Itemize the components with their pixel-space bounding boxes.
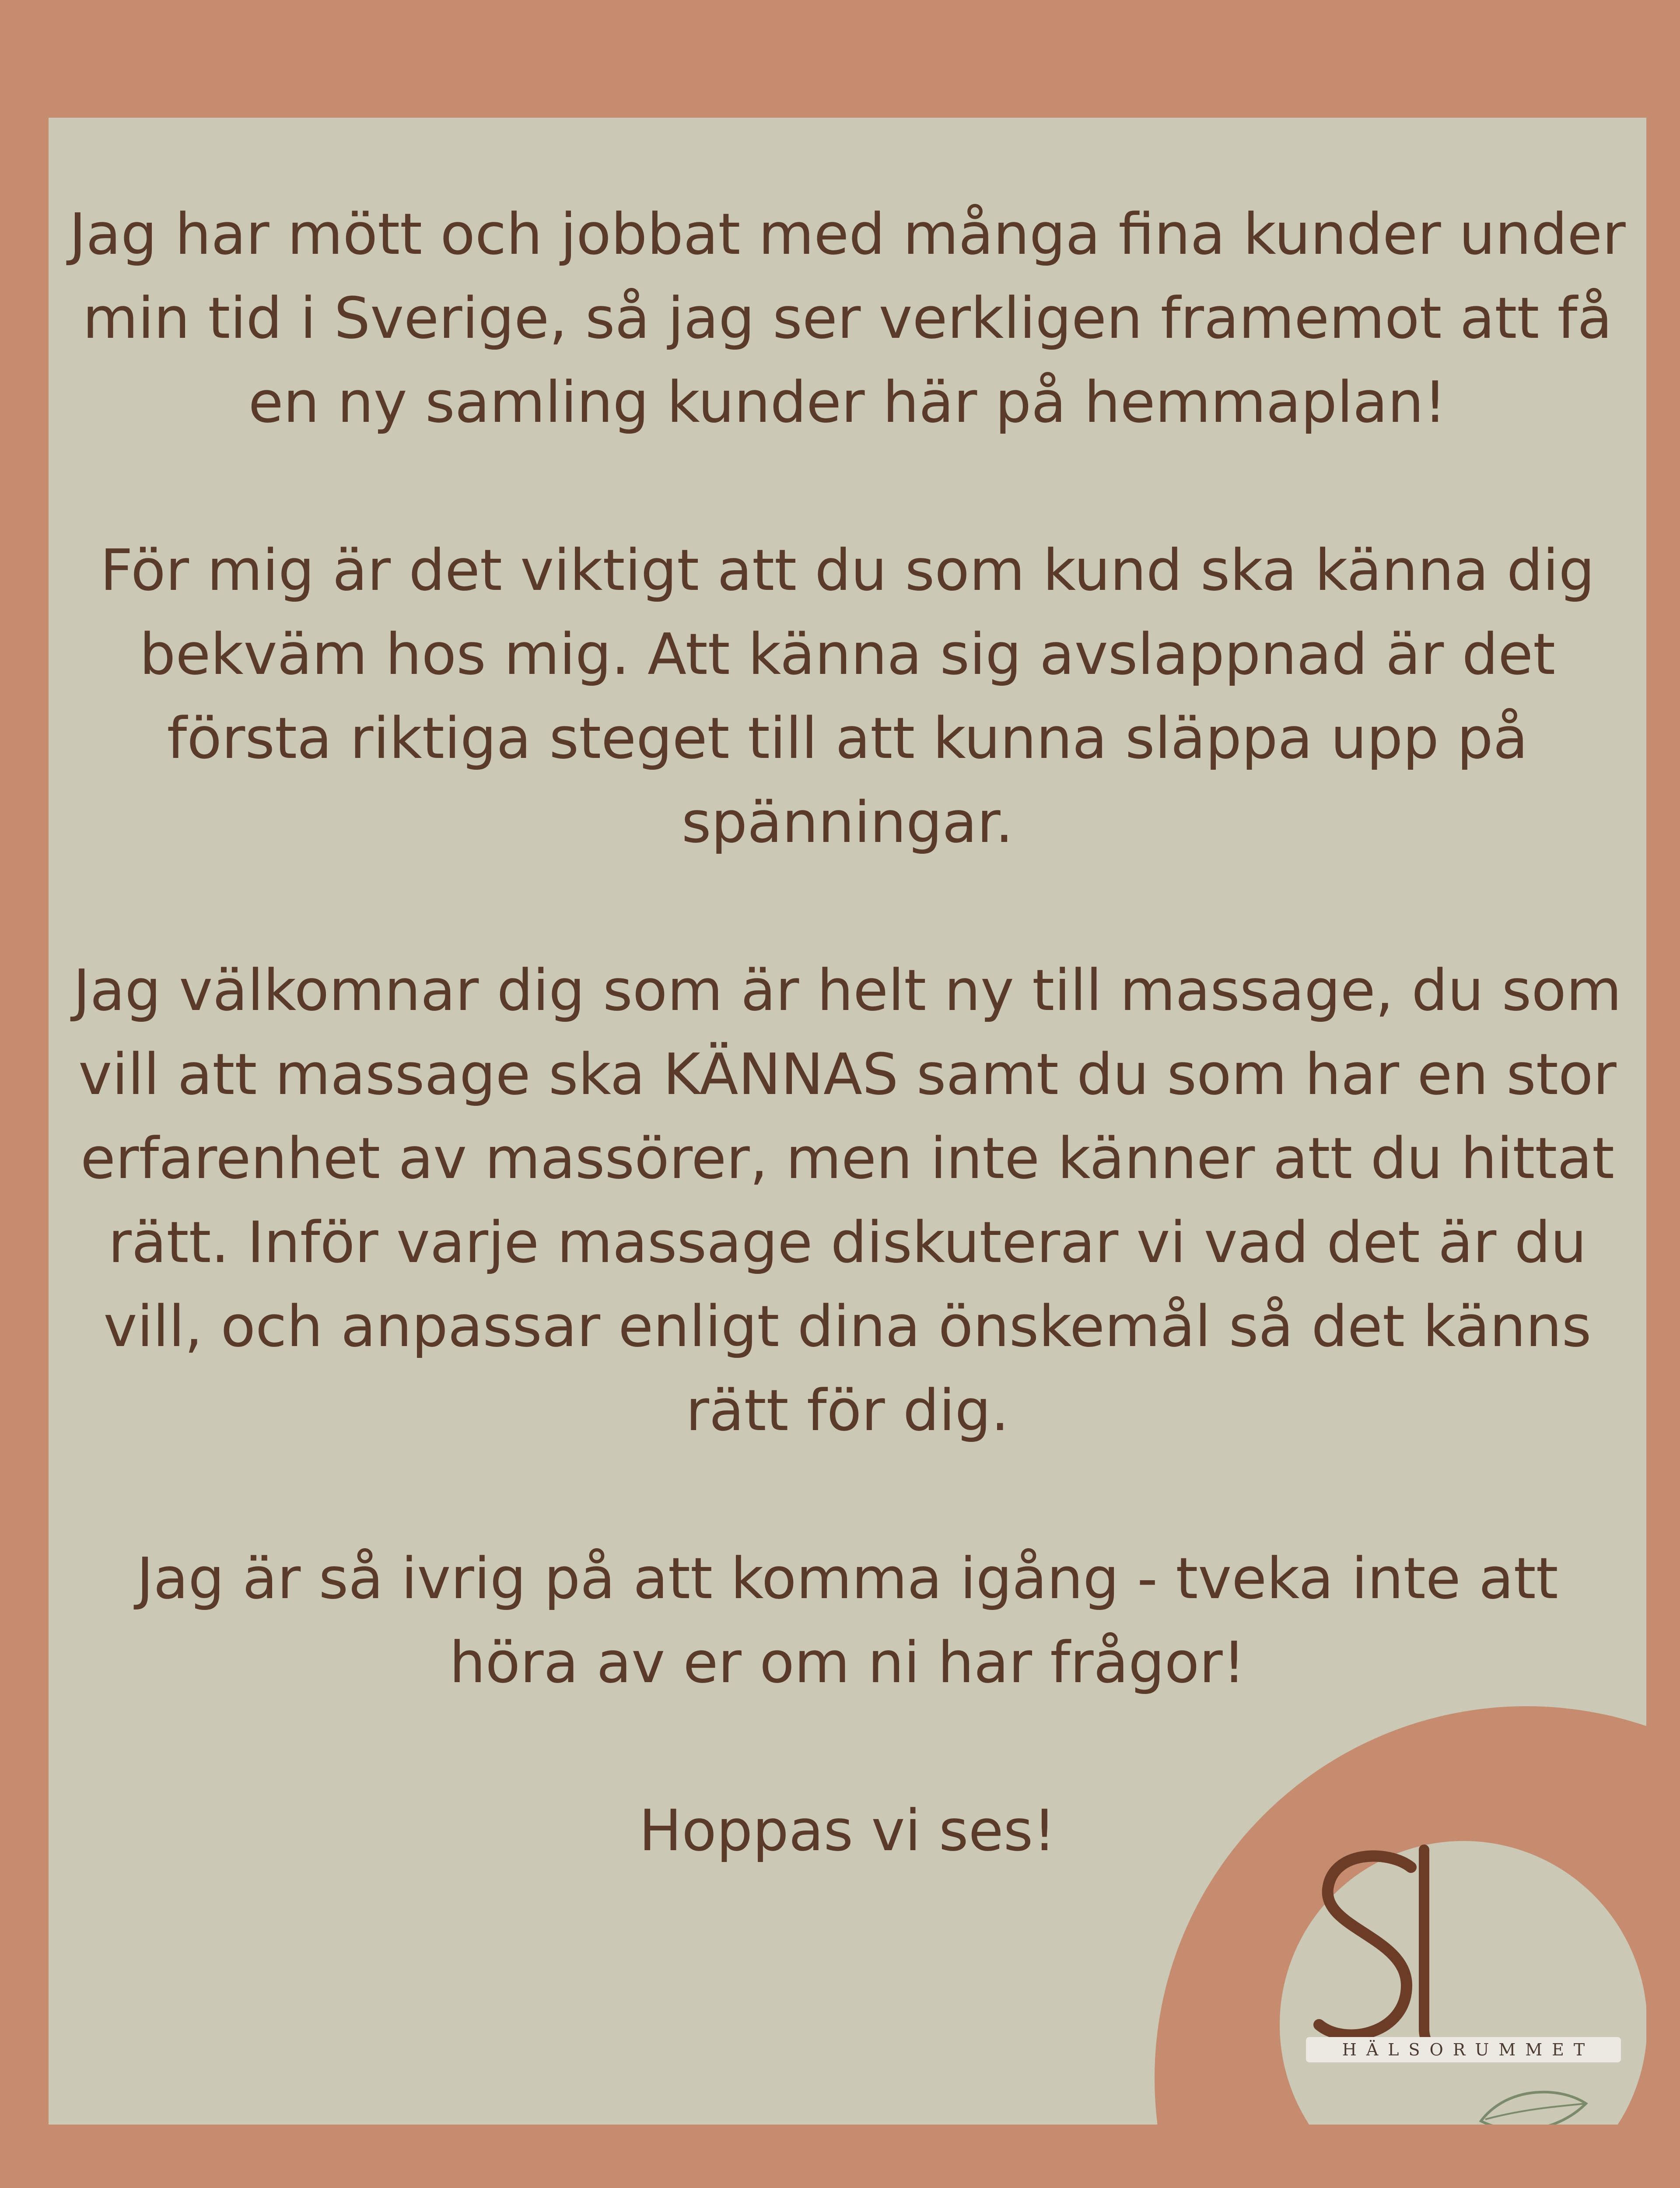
- brand-name: HÄLSORUMMET: [1342, 2040, 1595, 2059]
- paragraph-closing: Hoppas vi ses!: [639, 1797, 1056, 1864]
- message-text: [49, 192, 1646, 1872]
- paragraph-intro: Jag har mött och jobbat med många fina kunder under min tid i Sverige, så jag ser verkligen framemot att få en ny samling kunder här på hemmaplan!: [69, 201, 1626, 435]
- brand-name-band: [1306, 2037, 1621, 2062]
- paragraph-comfort: För mig är det viktigt att du som kund ska känna dig bekväm hos mig. Att känna sig avslappnad är det första riktiga steget till att kunna släppa upp på spänningar.: [100, 537, 1595, 856]
- leaf-icon: [1280, 1841, 1646, 2125]
- brand-logo: [1280, 1841, 1646, 2125]
- content-panel: [49, 118, 1646, 2125]
- paragraph-welcome: Jag välkomnar dig som är helt ny till massage, du som vill att massage ska KÄNNAS samt du som har en stor erfarenhet av massörer, men inte känner att du hittat rätt. Inför varje massage diskuterar vi vad det är du vill, och anpassar enligt dina önskemål så det känns rätt för dig.: [73, 957, 1622, 1444]
- paragraph-contact: Jag är så ivrig på att komma igång - tveka inte att höra av er om ni har frågor!: [136, 1545, 1558, 1696]
